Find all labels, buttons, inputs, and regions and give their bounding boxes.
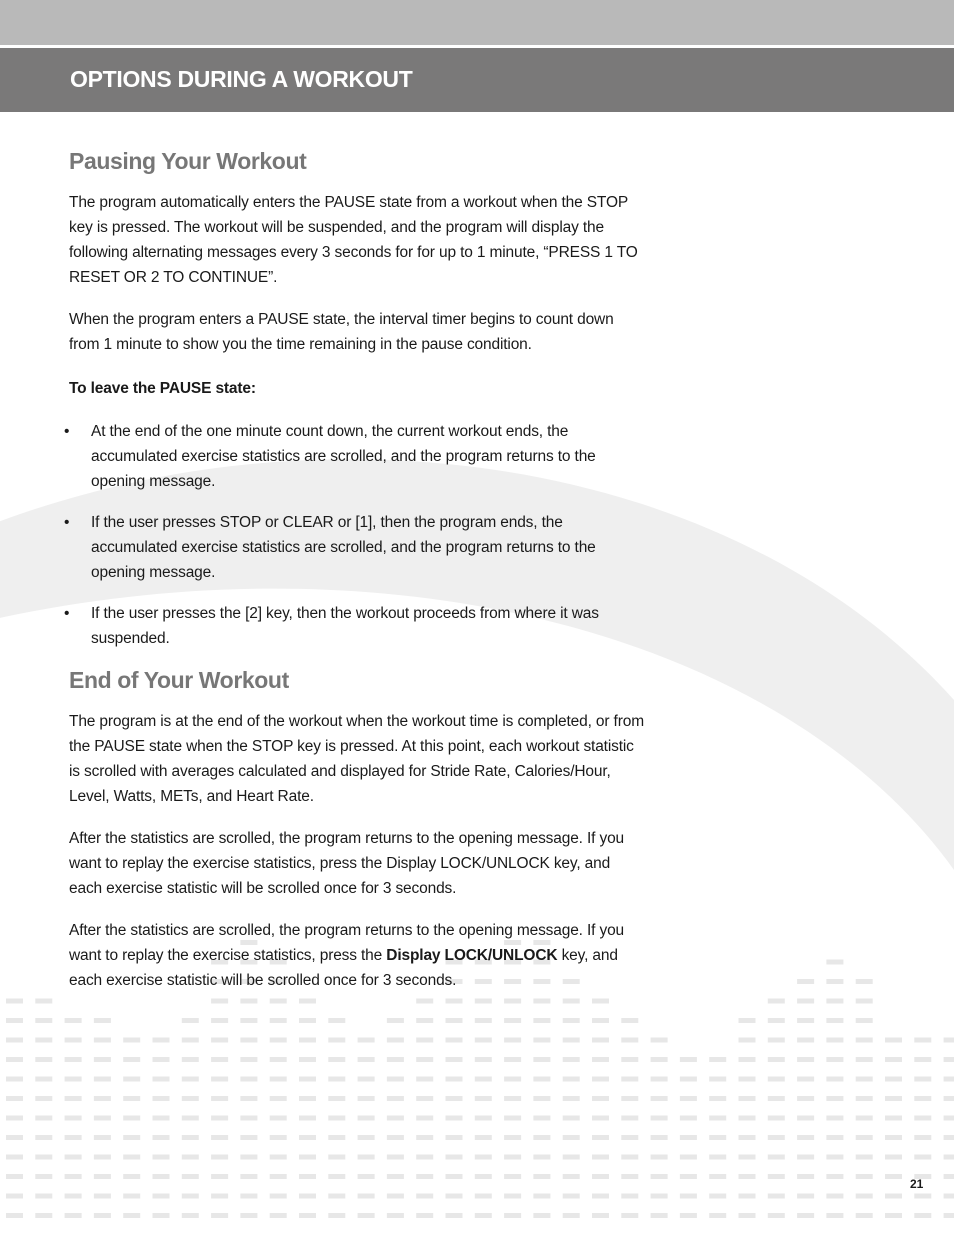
heading-pausing-your-workout: Pausing Your Workout <box>69 148 307 174</box>
end-paragraph-1: The program is at the end of the workout when the workout time is completed, or from the PAUSE state when the STOP key is pressed. At this point, each workout statistic is scrolled with averages calculated and displayed for Stride Rate, Calories/Hour, Level, Watts, METs, and Heart Rate. <box>69 713 644 805</box>
list-item: • At the end of the one minute count down, the current workout ends, the accumulated exercise statistics are scrolled, and the program returns to the opening message. <box>69 419 644 494</box>
subheading-leave-pause: To leave the PAUSE state: <box>69 380 256 397</box>
page-title: OPTIONS DURING A WORKOUT <box>70 66 413 92</box>
list-item: • If the user presses the [2] key, then the workout proceeds from where it was suspended. <box>69 601 644 651</box>
end-paragraph-3-text-end: key, and each exercise statistic will be scrolled once for 3 seconds. <box>69 947 618 989</box>
end-paragraph-3 <box>69 918 644 993</box>
page-number: 21 <box>910 1177 924 1191</box>
pausing-paragraph-1: The program automatically enters the PAUSE state from a workout when the STOP key is pressed. The workout will be suspended, and the program will display the following alternating messages every 3 seconds for for up to 1 minute, “PRESS 1 TO RESET OR 2 TO CONTINUE”. <box>69 194 638 286</box>
end-paragraph-2: After the statistics are scrolled, the program returns to the opening message. If you want to replay the exercise statistics, press the Display LOCK/UNLOCK key, and each exercise statistic will be scrolled once for 3 seconds. <box>69 830 625 897</box>
heading-end-of-your-workout: End of Your Workout <box>69 667 289 693</box>
pause-exit-list <box>69 419 644 651</box>
list-item: • If the user presses STOP or CLEAR or [1], then the program ends, the accumulated exercise statistics are scrolled, and the program returns to the opening message. <box>69 510 644 585</box>
main-content <box>69 148 644 993</box>
display-lock-unlock-key-label: Display LOCK/UNLOCK <box>386 947 558 964</box>
pausing-paragraph-2: When the program enters a PAUSE state, the interval timer begins to count down from 1 minute to show you the time remaining in the pause condition. <box>69 311 614 353</box>
end-paragraph-3-text-start: After the statistics are scrolled, the program returns to the opening message. If you want to replay the exercise statistics, press the <box>69 922 625 964</box>
